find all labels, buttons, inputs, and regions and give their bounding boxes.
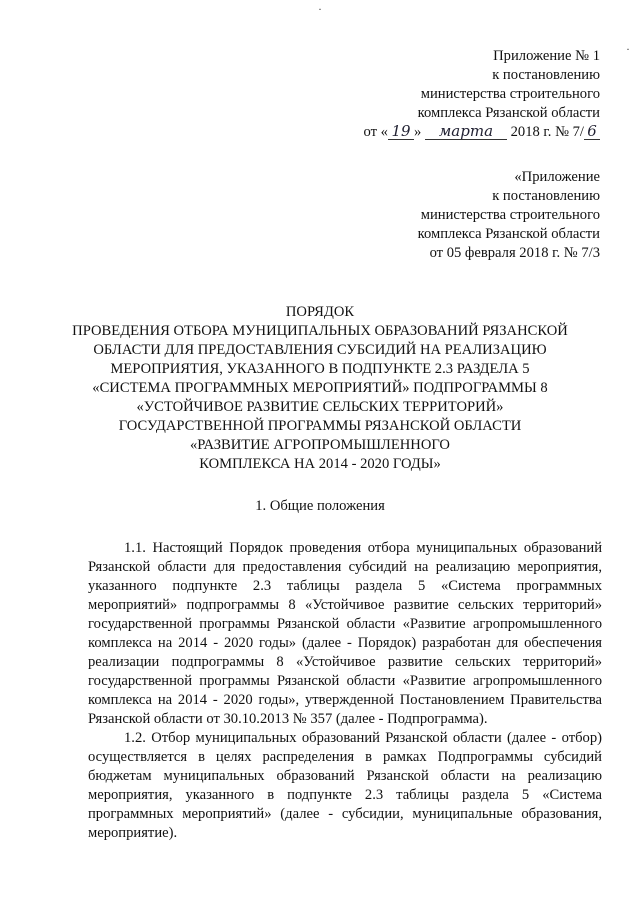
approval-date-line xyxy=(364,123,600,142)
title-line: «УСТОЙЧИВОЕ РАЗВИТИЕ СЕЛЬСКИХ ТЕРРИТОРИЙ» xyxy=(136,399,504,415)
section-heading xyxy=(0,497,640,516)
document-title xyxy=(60,303,580,474)
title-line: КОМПЛЕКСА НА 2014 - 2020 ГОДЫ» xyxy=(199,456,441,472)
year-and-number: 2018 г. № 7/ xyxy=(510,124,584,140)
title-line: ОБЛАСТИ ДЛЯ ПРЕДОСТАВЛЕНИЯ СУБСИДИЙ НА РЕАЛИЗАЦИЮ xyxy=(93,342,547,358)
title-line: МЕРОПРИЯТИЯ, УКАЗАННОГО В ПОДПУНКТЕ 2.3 РАЗДЕЛА 5 xyxy=(110,361,530,377)
title-line: ГОСУДАРСТВЕННОЙ ПРОГРАММЫ РЯЗАНСКОЙ ОБЛАСТИ xyxy=(118,418,522,434)
scan-mark: · xyxy=(626,42,630,56)
date-prefix: от « xyxy=(363,124,388,140)
handwritten-day: 19 xyxy=(388,124,414,140)
section-heading-text: 1. Общие положения xyxy=(255,498,385,514)
approval-line: комплекса Рязанской области xyxy=(417,105,600,121)
approval-line: «Приложение xyxy=(514,169,600,185)
scan-mark: · xyxy=(318,2,322,16)
title-line: «СИСТЕМА ПРОГРАММНЫХ МЕРОПРИЯТИЙ» ПОДПРОГРАММЫ 8 xyxy=(92,380,548,396)
approval-line: комплекса Рязанской области xyxy=(417,226,600,242)
title-line: ПРОВЕДЕНИЯ ОТБОРА МУНИЦИПАЛЬНЫХ ОБРАЗОВАНИЙ РЯЗАНСКОЙ xyxy=(72,323,568,339)
handwritten-month: марта xyxy=(425,124,507,140)
approval-line: к постановлению xyxy=(492,188,600,204)
approval-line: Приложение № 1 xyxy=(493,48,600,64)
paragraph-1-2: 1.2. Отбор муниципальных образований Рязанской области (далее - отбор) осуществляется в целях распределения в рамках Подпрограммы субсидий бюджетам муниципальных образований Рязанской области на реализацию мероприятия, указанного в подпункте 2.3 таблицы раздела 5 «Система программных мероприятий» (далее - субсидии, муниципальные образования, мероприятие). xyxy=(88,730,602,841)
title-line: «РАЗВИТИЕ АГРОПРОМЫШЛЕННОГО xyxy=(190,437,450,453)
approval-line: министерства строительного xyxy=(420,86,600,102)
document-body xyxy=(88,539,602,843)
approval-line: от 05 февраля 2018 г. № 7/3 xyxy=(429,245,600,261)
title-line: ПОРЯДОК xyxy=(285,304,355,320)
approval-block-current xyxy=(364,47,600,142)
date-close-quote: » xyxy=(413,124,422,140)
paragraph-1-1: 1.1. Настоящий Порядок проведения отбора муниципальных образований Рязанской области для предоставления субсидий на реализацию мероприятия, указанного подпункте 2.3 таблицы раздела 5 «Система программных мероприятий» подпрограммы 8 «Устойчивое развитие сельских территорий» государственной программы Рязанской области «Развитие агропромышленного комплекса на 2014 - 2020 годы» (далее - Порядок) разработан для обеспечения реализации подпрограммы 8 «Устойчивое развитие сельских территорий» государственной программы Рязанской области «Развитие агропромышленного комплекса на 2014 - 2020 годы», утвержденной Постановлением Правительства Рязанской области от 30.10.2013 № 357 (далее - Подпрограмма). xyxy=(88,540,602,727)
approval-block-previous xyxy=(418,168,600,263)
approval-line: министерства строительного xyxy=(420,207,600,223)
handwritten-number: 6 xyxy=(584,124,600,140)
approval-line: к постановлению xyxy=(492,67,600,83)
